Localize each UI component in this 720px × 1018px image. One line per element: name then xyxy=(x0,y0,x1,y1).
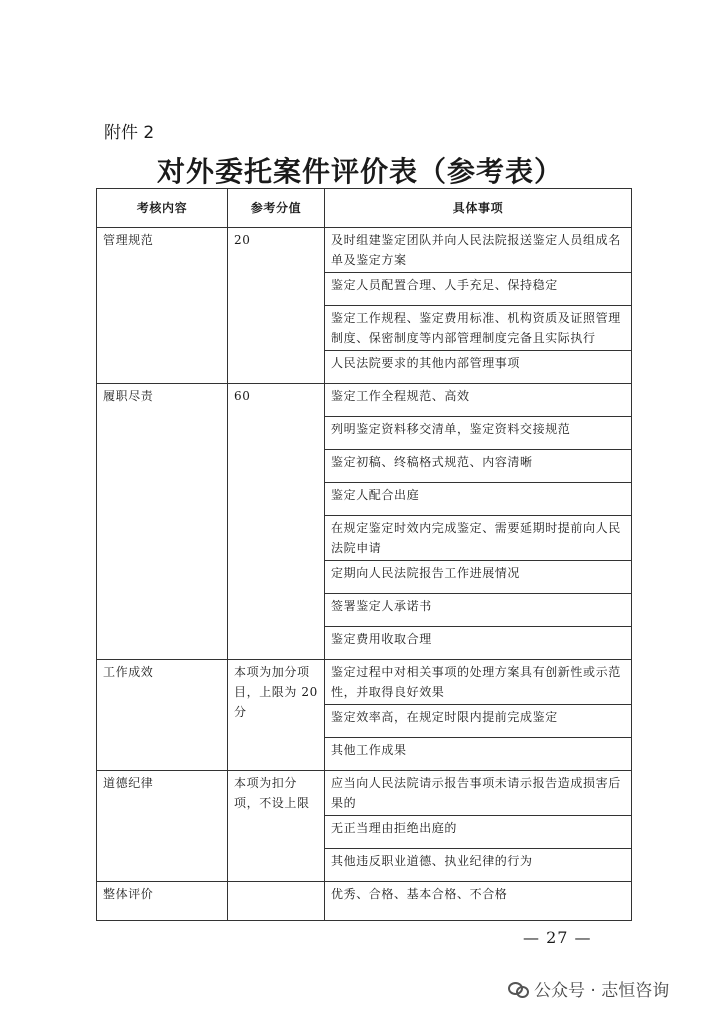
item-cell: 鉴定过程中对相关事项的处理方案具有创新性或示范性，并取得良好效果 xyxy=(325,660,632,705)
attachment-label: 附件 2 xyxy=(104,123,155,143)
table-header-row xyxy=(97,189,632,228)
item-cell: 鉴定人配合出庭 xyxy=(325,483,632,516)
page-number: — 27 — xyxy=(523,928,592,947)
category-cell: 工作成效 xyxy=(97,660,228,771)
item-cell: 鉴定初稿、终稿格式规范、内容清晰 xyxy=(325,450,632,483)
table-row xyxy=(97,228,632,273)
header-details: 具体事项 xyxy=(325,189,632,228)
item-cell: 鉴定工作规程、鉴定费用标准、机构资质及证照管理制度、保密制度等内部管理制度完备且实际执行 xyxy=(325,306,632,351)
item-cell: 应当向人民法院请示报告事项未请示报告造成损害后果的 xyxy=(325,771,632,816)
watermark xyxy=(508,976,669,1001)
score-cell: 20 xyxy=(228,228,325,384)
score-cell: 60 xyxy=(228,384,325,660)
table-row-overall xyxy=(97,882,632,921)
item-cell: 无正当理由拒绝出庭的 xyxy=(325,816,632,849)
item-cell: 人民法院要求的其他内部管理事项 xyxy=(325,351,632,384)
watermark-text: 公众号 · 志恒咨询 xyxy=(534,981,670,1001)
item-cell: 鉴定人员配置合理、人手充足、保持稳定 xyxy=(325,273,632,306)
category-cell: 道德纪律 xyxy=(97,771,228,882)
table-row xyxy=(97,771,632,816)
overall-grade-cell: 优秀、合格、基本合格、不合格 xyxy=(325,882,632,921)
item-cell: 其他工作成果 xyxy=(325,738,632,771)
item-cell: 鉴定效率高，在规定时限内提前完成鉴定 xyxy=(325,705,632,738)
item-cell: 鉴定费用收取合理 xyxy=(325,627,632,660)
wechat-icon xyxy=(508,982,528,996)
score-cell xyxy=(228,882,325,921)
item-cell: 列明鉴定资料移交清单，鉴定资料交接规范 xyxy=(325,417,632,450)
item-cell: 在规定鉴定时效内完成鉴定、需要延期时提前向人民法院申请 xyxy=(325,516,632,561)
item-cell: 鉴定工作全程规范、高效 xyxy=(325,384,632,417)
document-title: 对外委托案件评价表（参考表） xyxy=(156,155,563,188)
item-cell: 定期向人民法院报告工作进展情况 xyxy=(325,561,632,594)
category-cell: 整体评价 xyxy=(97,882,228,921)
score-cell: 本项为加分项目，上限为 20 分 xyxy=(228,660,325,771)
item-cell: 签署鉴定人承诺书 xyxy=(325,594,632,627)
category-cell: 履职尽责 xyxy=(97,384,228,660)
score-cell: 本项为扣分项，不设上限 xyxy=(228,771,325,882)
header-content: 考核内容 xyxy=(97,189,228,228)
item-cell: 及时组建鉴定团队并向人民法院报送鉴定人员组成名单及鉴定方案 xyxy=(325,228,632,273)
header-score: 参考分值 xyxy=(228,189,325,228)
evaluation-table xyxy=(96,188,632,921)
table-row xyxy=(97,384,632,417)
item-cell: 其他违反职业道德、执业纪律的行为 xyxy=(325,849,632,882)
category-cell: 管理规范 xyxy=(97,228,228,384)
table-row xyxy=(97,660,632,705)
